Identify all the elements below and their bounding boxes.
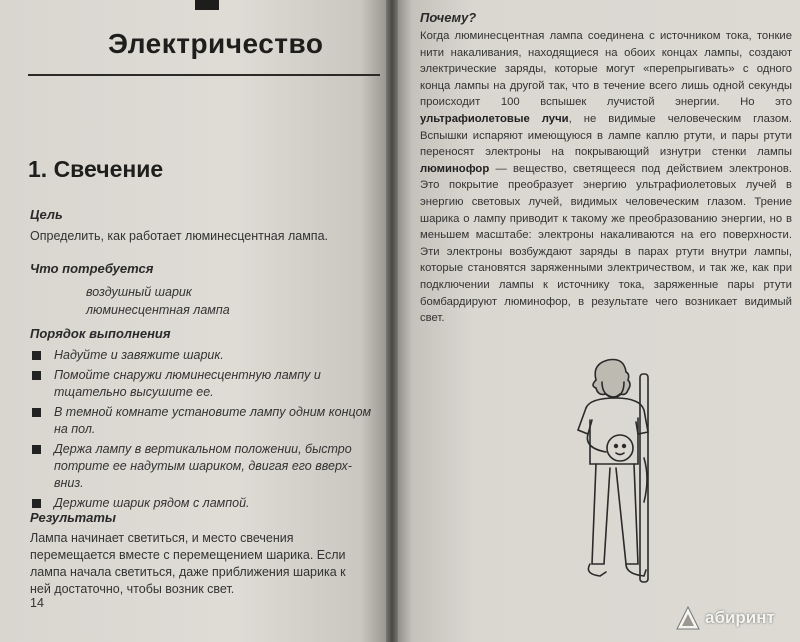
left-page: [0, 0, 392, 642]
why-text-part: — вещество, светящееся под действием электронов. Это покрытие преобразует энергию ультрафиолетовых лучей в энергию световых лучей, видимых человеческим глазом. Трение шарика о лампу приводит к такому же преобразованию энергии, но в меньшем масштабе: электроны накаливаются на его поверхности. Эти электроны возбуждают заряды в парах ртути внутри лампы, которые становятся заряженными электричеством, и так же, как при подключении лампы к источнику тока, заряженные пары ртути бомбардируют люминофор, в результате чего возникает видимый свет.: [420, 162, 792, 325]
why-text: [420, 28, 792, 327]
materials-list: [86, 283, 230, 319]
watermark: [675, 603, 795, 633]
why-text-part: , не видимые человеческим глазом. Вспышки испаряют имеющуюся в лампе каплю ртути, и пары ртути переносят электроны на покрывающий изнутри стенки лампы: [420, 112, 793, 159]
procedure-heading: Порядок выполнения: [30, 326, 171, 341]
watermark-text: абиринт: [705, 608, 775, 627]
procedure-step: Держа лампу в вертикальном положении, быстро потрите ее надутым шариком, двигая его вверх-вниз.: [30, 441, 375, 492]
chapter-title: Электричество: [108, 28, 324, 59]
why-text-part: Когда люминесцентная лампа соединена с источником тока, тонкие нити накаливания, находящиеся на обоих концах лампы, создают электрические заряды, которые могут «перепрыгивать» с одного конца лампы на другой так, что в течение всего лишь одной секунды происходит 100 вспышек лучистой энергии. Но это: [420, 30, 792, 109]
why-heading: Почему?: [420, 10, 477, 25]
procedure-step: Держите шарик рядом с лампой.: [30, 495, 375, 512]
chapter-tab: [195, 0, 219, 10]
procedure-step: Помойте снаружи люминесцентную лампу и тщательно высушите ее.: [30, 367, 375, 401]
page-number: 14: [30, 596, 44, 610]
materials-item: люминесцентная лампа: [86, 303, 230, 317]
materials-item: воздушный шарик: [86, 285, 192, 299]
materials-heading: Что потребуется: [30, 261, 154, 276]
results-heading: Результаты: [30, 510, 117, 525]
section-title: 1. Свечение: [28, 156, 164, 182]
labirint-logo-icon: [675, 605, 701, 631]
title-rule: [28, 74, 380, 76]
right-page: [392, 0, 800, 642]
goal-text: Определить, как работает люминесцентная лампа.: [30, 229, 328, 243]
results-text: Лампа начинает светиться, и место свечения перемещается вместе с перемещением шарика. Если лампа начала светиться, даже приближения шарика к ней достаточно, чтобы возник свет.: [30, 531, 346, 596]
procedure-step: Надуйте и завяжите шарик.: [30, 347, 375, 364]
goal-heading: Цель: [30, 207, 63, 222]
book-spine: [386, 0, 398, 642]
procedure-steps: [30, 347, 375, 515]
girl-with-lamp-illustration: [560, 358, 680, 588]
term-ultraviolet: ультрафиолетовые лучи: [420, 112, 569, 125]
term-phosphor: люминофор: [420, 162, 490, 175]
procedure-step: В темной комнате установите лампу одним концом на пол.: [30, 404, 375, 438]
